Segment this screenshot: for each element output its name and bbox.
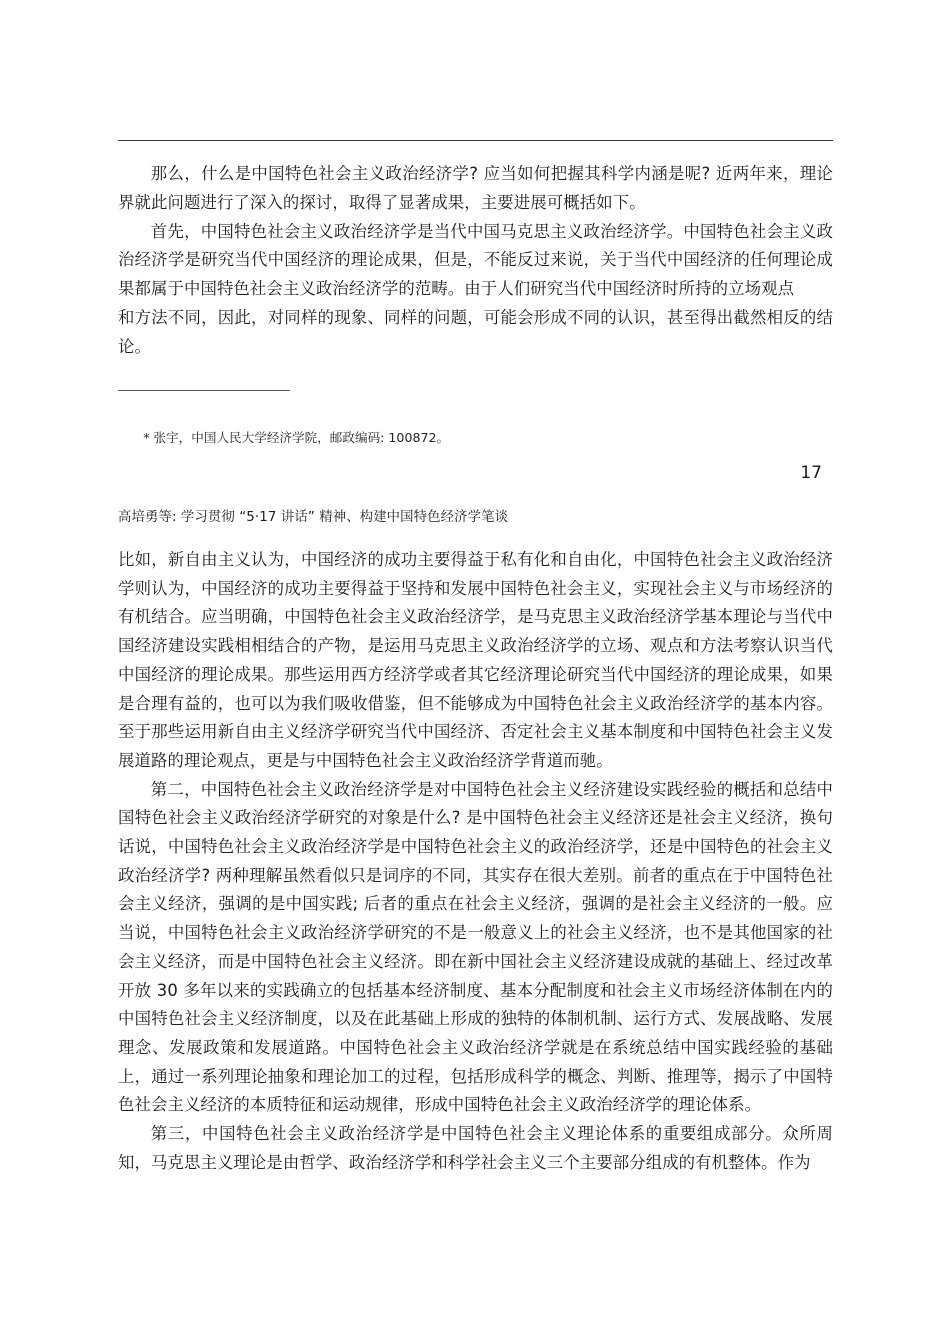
page-number: 17	[800, 463, 822, 483]
paragraph-he-fang-fa: 和方法不同，因此，对同样的现象、同样的问题，可能会形成不同的认识，甚至得出截然相反的结论。	[118, 307, 833, 356]
footnote-text: * 张宇，中国人民大学经济学院，邮政编码: 100872。	[143, 430, 450, 445]
top-horizontal-rule	[118, 140, 833, 141]
running-header: 高培勇等: 学习贯彻 “5·17 讲话” 精神、构建中国特色经济学笔谈	[118, 510, 509, 525]
paragraph-na-me: 那么，什么是中国特色社会主义政治经济学? 应当如何把握其科学内涵是呢? 近两年来，理论界就此问题进行了深入的探讨，取得了显著成果，主要进展可概括如下。	[118, 164, 833, 212]
text-block-upper	[118, 160, 833, 362]
text-block-lower	[118, 546, 833, 1177]
paragraph-shou-xian: 首先，中国特色社会主义政治经济学是当代中国马克思主义政治经济学。中国特色社会主义政治经济学是研究当代中国经济的理论成果，但是，不能反过来说，关于当代中国经济的任何理论成果都属于中国特色社会主义政治经济学的范畴。由于人们研究当代中国经济时所持的立场观点	[118, 221, 833, 299]
paragraph-di-er: 第二，中国特色社会主义政治经济学是对中国特色社会主义经济建设实践经验的概括和总结中国特色社会主义政治经济学研究的对象是什么? 是中国特色社会主义经济还是社会主义经济，换句话说，中国特色社会主义政治经济学是中国特色社会主义的政治经济学，还是中国特色的社会主义政治经济学? 两种理解虽然看似只是词序的不同，其实存在很大差别。前者的重点在于中国特色社会主义经济，强调的是中国实践; 后者的重点在社会主义经济，强调的是社会主义经济的一般。应当说，中国特色社会主义政治经济学研究的不是一般意义上的社会主义经济，也不是其他国家的社会主义经济，而是中国特色社会主义经济。即在新中国社会主义经济建设成就的基础上、经过改革开放 30 多年以来的实践确立的包括基本经济制度、基本分配制度和社会主义市场经济体制在内的中国特色社会主义经济制度，以及在此基础上形成的独特的体制机制、运行方式、发展战略、发展理念、发展政策和发展道路。中国特色社会主义政治经济学就是在系统总结中国实践经验的基础上，通过一系列理论抽象和理论加工的过程，包括形成科学的概念、判断、推理等，揭示了中国特色社会主义经济的本质特征和运动规律，形成中国特色社会主义政治经济学的理论体系。	[118, 779, 833, 1115]
paragraph-di-san: 第三，中国特色社会主义政治经济学是中国特色社会主义理论体系的重要组成部分。众所周知，马克思主义理论是由哲学、政治经济学和科学社会主义三个主要部分组成的有机整体。作为	[118, 1124, 833, 1172]
footnote-separator-rule	[118, 390, 290, 391]
paragraph-bi-ru: 比如，新自由主义认为，中国经济的成功主要得益于私有化和自由化，中国特色社会主义政治经济学则认为，中国经济的成功主要得益于坚持和发展中国特色社会主义，实现社会主义与市场经济的有机结合。应当明确，中国特色社会主义政治经济学，是马克思主义政治经济学基本理论与当代中国经济建设实践相相结合的产物，是运用马克思主义政治经济学的立场、观点和方法考察认识当代中国经济的理论成果。那些运用西方经济学或者其它经济理论研究当代中国经济的理论成果，如果是合理有益的，也可以为我们吸收借鉴，但不能够成为中国特色社会主义政治经济学的基本内容。至于那些运用新自由主义经济学研究当代中国经济、否定社会主义基本制度和中国特色社会主义发展道路的理论观点，更是与中国特色社会主义政治经济学背道而驰。	[118, 550, 833, 770]
